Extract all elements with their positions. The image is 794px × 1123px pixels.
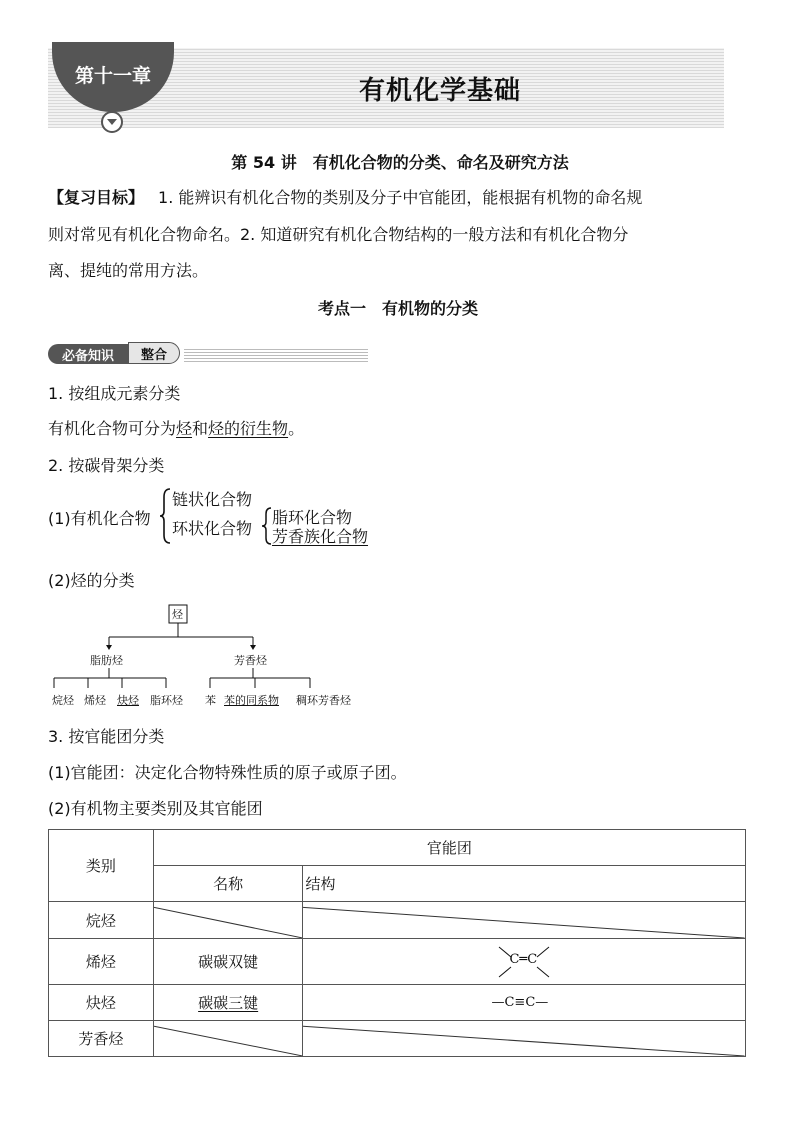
s1-text-pre: 有机化合物可分为 (48, 419, 177, 438)
tree-aromatic: 芳香烃 (234, 654, 267, 667)
s1-text-mid: 和 (192, 419, 209, 438)
chapter-tab: 第十一章 (52, 42, 174, 112)
table-row (49, 939, 746, 985)
review-goal-text-1: 1. 能辨识有机化合物的类别及分子中官能团，能根据有机物的命名规 (158, 188, 643, 207)
tree-leaf-alkyne: 炔烃 (117, 694, 139, 707)
tag-required-knowledge: 必备知识 (48, 344, 128, 364)
table-cell-name-blank (153, 902, 303, 939)
tree-leaf-alicyclic: 脂环烃 (150, 694, 183, 707)
alkene-structure: C═C (509, 952, 538, 967)
table-header-category: 类别 (49, 830, 154, 902)
table-cell-name (153, 985, 303, 1021)
review-goal-line-3: 离、提纯的常用方法。 (48, 261, 209, 280)
s2-sub-heading: (2)烃的分类 (48, 571, 135, 590)
table-cell-structure-blank (303, 1021, 746, 1057)
table-cell-category: 烯烃 (49, 939, 154, 985)
table-cell-structure (303, 939, 746, 985)
review-goal-label: 【复习目标】 (48, 188, 145, 207)
tree-leaf-alkane: 烷烃 (52, 694, 74, 707)
table-header-structure: 结构 (303, 866, 746, 902)
tree-aliphatic: 脂肪烃 (90, 654, 123, 667)
review-goal-line-1 (48, 180, 748, 216)
table-cell-name-blank (153, 1021, 303, 1057)
chevron-down-icon (101, 111, 123, 133)
table-header-name: 名称 (153, 866, 303, 902)
table-cell-category: 芳香烃 (49, 1021, 154, 1057)
tree-leaf-alkene: 烯烃 (84, 694, 106, 707)
table-cell-category: 炔烃 (49, 985, 154, 1021)
s3-item-1: (1)官能团：决定化合物特殊性质的原子或原子团。 (48, 763, 407, 782)
s1-blank-derivative: 烃的衍生物 (208, 419, 289, 438)
page-title: 有机化学基础 (358, 76, 521, 106)
table-row (49, 985, 746, 1021)
s1-blank-hydrocarbon: 烃 (176, 419, 193, 438)
table-cell-structure: —C≡C— (303, 985, 746, 1021)
tag-integration: 整合 (128, 342, 180, 364)
section-title: 考点一 有机物的分类 (317, 299, 478, 318)
s3-item-2: (2)有机物主要类别及其官能团 (48, 799, 263, 818)
functional-group-table (48, 829, 746, 1057)
table-cell-structure-blank (303, 902, 746, 939)
tree-leaf-fused-aromatic: 稠环芳香烃 (296, 694, 351, 707)
table-cell-name: 碳碳双键 (153, 939, 303, 985)
s2-root: (1)有机化合物 (48, 509, 151, 528)
s2-leaf-aromatic-text: 芳香族化合物 (272, 527, 369, 546)
lecture-title: 第 54 讲 有机化合物的分类、命名及研究方法 (231, 153, 569, 172)
tree-leaf-benzene: 苯 (205, 694, 216, 707)
s2-leaf-aromatic (272, 524, 368, 547)
s2-heading: 2. 按碳骨架分类 (48, 456, 165, 475)
table-row (49, 1021, 746, 1057)
s2-leaf-alicyclic: 脂环化合物 (272, 508, 353, 527)
tag-decoration (184, 348, 368, 362)
s2-branch-chain: 链状化合物 (172, 490, 253, 509)
s1-heading: 1. 按组成元素分类 (48, 384, 181, 403)
table-header-group: 官能团 (153, 830, 745, 866)
table-row (49, 902, 746, 939)
table-cell-category: 烷烃 (49, 902, 154, 939)
s3-heading: 3. 按官能团分类 (48, 727, 165, 746)
tree-root: 烃 (172, 608, 183, 621)
s1-text-post: 。 (288, 419, 305, 438)
table-cell-name-text: 碳碳三键 (198, 994, 259, 1012)
review-goal-line-2: 则对常见有机化合物命名。2. 知道研究有机化合物结构的一般方法和有机化合物分 (48, 225, 629, 244)
tree-leaf-benzene-homolog: 苯的同系物 (224, 694, 279, 707)
s2-branch-ring: 环状化合物 (172, 519, 253, 538)
s1-text (48, 416, 304, 439)
